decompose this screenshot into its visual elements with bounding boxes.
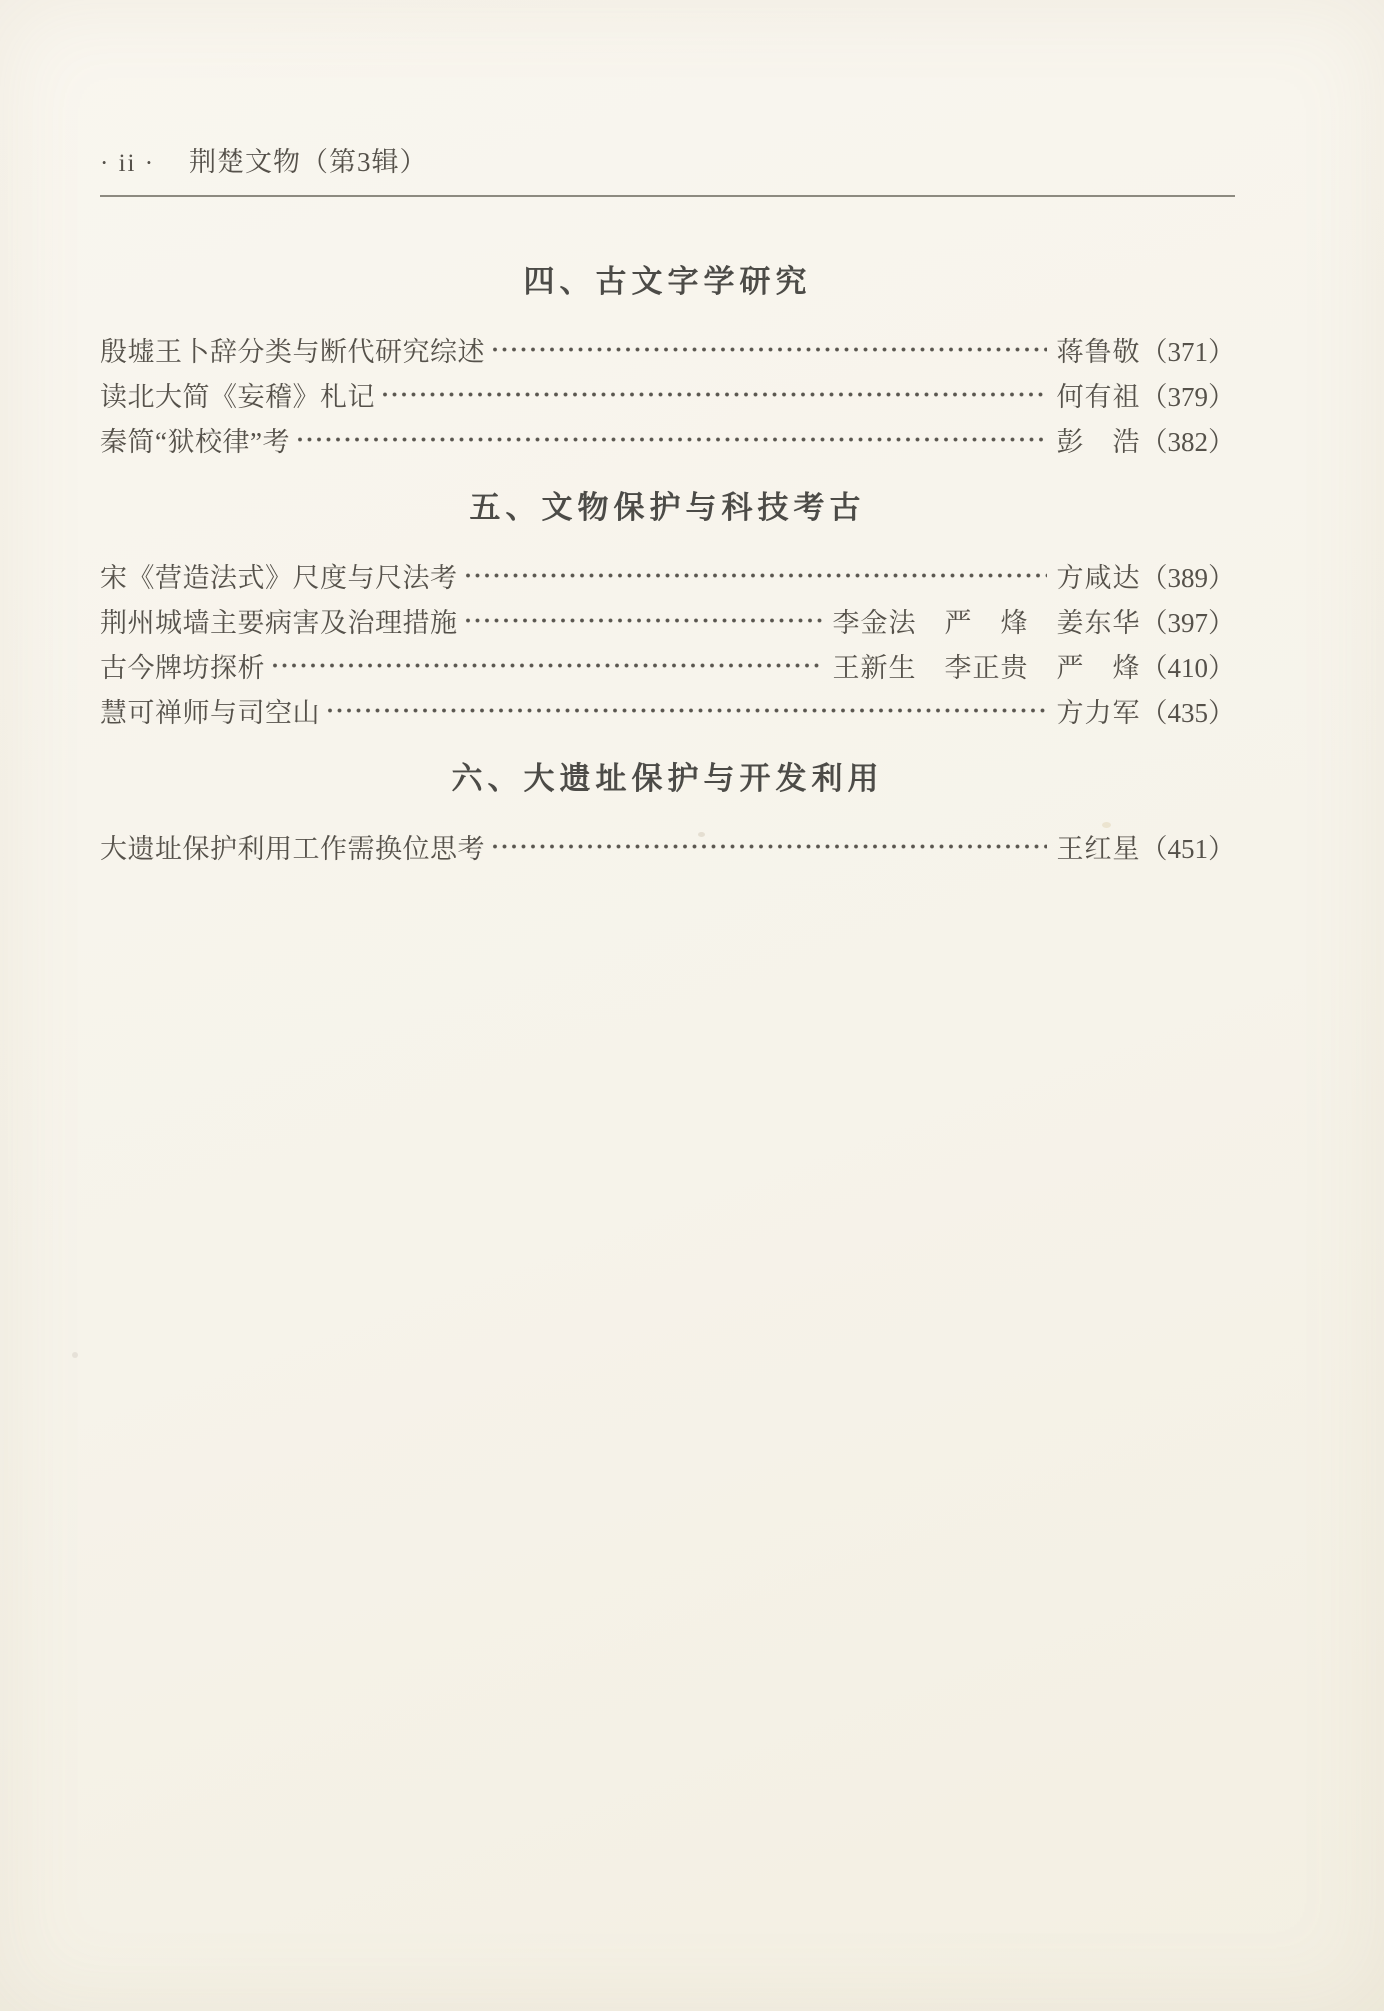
entry-page: （435）	[1140, 698, 1235, 728]
dot-leader	[296, 434, 1047, 445]
scan-speck	[698, 832, 705, 837]
entry-title: 大遗址保护利用工作需换位思考	[100, 834, 485, 864]
dot-leader	[491, 841, 1047, 852]
toc-entry	[100, 643, 1235, 688]
entry-page: （382）	[1140, 427, 1235, 457]
section-entries	[100, 327, 1235, 462]
toc-section	[100, 756, 1235, 869]
entry-title: 古今牌坊探析	[100, 653, 265, 683]
section-entries	[100, 553, 1235, 733]
toc	[100, 197, 1235, 869]
entry-title: 慧可禅师与司空山	[100, 698, 320, 728]
dot-leader	[464, 570, 1047, 581]
dot-leader	[491, 344, 1047, 355]
section-heading: 六、大遗址保护与开发利用	[451, 761, 884, 796]
entry-title: 宋《营造法式》尺度与尺法考	[100, 563, 458, 593]
dot-leader	[326, 705, 1047, 716]
toc-entry	[100, 553, 1235, 598]
entry-page: （451）	[1140, 834, 1235, 864]
toc-entry	[100, 372, 1235, 417]
entry-title: 秦简“狱校律”考	[100, 427, 290, 457]
entry-page: （389）	[1140, 563, 1235, 593]
entry-authors: 蒋鲁敬	[1056, 337, 1141, 367]
dot-leader	[381, 389, 1047, 400]
toc-entry	[100, 824, 1235, 869]
entry-page: （371）	[1140, 337, 1235, 367]
section-heading: 四、古文字学研究	[523, 264, 812, 299]
entry-authors: 方力军	[1056, 698, 1141, 728]
toc-section	[100, 485, 1235, 733]
entry-title: 荆州城墙主要病害及治理措施	[100, 608, 458, 638]
entry-page: （410）	[1140, 653, 1235, 683]
toc-entry	[100, 417, 1235, 462]
folio-page-number: · ii ·	[100, 150, 156, 177]
entry-authors: 彭 浩	[1056, 427, 1141, 457]
toc-entry	[100, 327, 1235, 372]
entry-page: （397）	[1140, 608, 1235, 638]
toc-entry	[100, 688, 1235, 733]
section-entries	[100, 824, 1235, 869]
dot-leader	[464, 615, 823, 626]
entry-authors: 李金法 严 烽 姜东华	[832, 608, 1141, 638]
scan-speck	[72, 1352, 78, 1358]
toc-entry	[100, 598, 1235, 643]
section-heading: 五、文物保护与科技考古	[469, 490, 866, 525]
entry-title: 读北大简《妄稽》札记	[100, 382, 375, 412]
running-header	[100, 140, 1235, 197]
entry-authors: 王新生 李正贵 严 烽	[832, 653, 1141, 683]
book-title: 荆楚文物（第3辑）	[189, 147, 428, 177]
scan-speck	[1102, 822, 1111, 828]
entry-page: （379）	[1140, 382, 1235, 412]
entry-authors: 方咸达	[1056, 563, 1141, 593]
entry-authors: 王红星	[1056, 834, 1141, 864]
dot-leader	[271, 660, 823, 671]
toc-section	[100, 259, 1235, 462]
entry-authors: 何有祖	[1056, 382, 1141, 412]
entry-title: 殷墟王卜辞分类与断代研究综述	[100, 337, 485, 367]
